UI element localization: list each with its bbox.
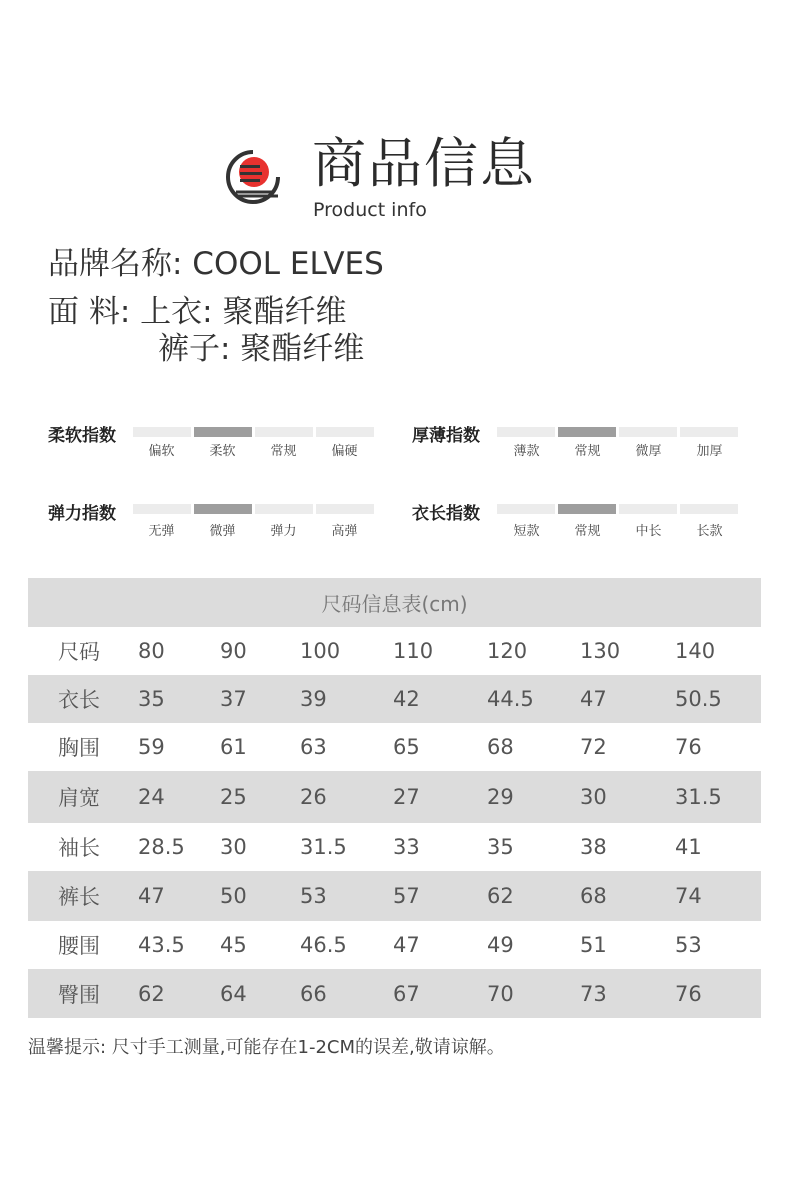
index-segment-selected [558,504,616,514]
table-cell: 90 [220,639,247,663]
table-cell: 76 [675,735,702,759]
table-row-header: 尺码 [58,640,100,664]
table-cell: 120 [487,639,528,663]
table-cell: 74 [675,884,702,908]
index-options-length [496,520,740,539]
table-row [28,627,761,675]
table-cell: 37 [220,687,247,711]
table-cell: 70 [487,981,514,1006]
table-cell: 59 [138,735,165,759]
table-cell: 47 [580,687,607,711]
table-cell: 62 [138,981,165,1006]
table-cell: 62 [487,884,514,908]
fabric-line-2: 裤子: 聚酯纤维 [158,331,365,367]
index-segment [255,504,313,514]
table-cell: 31.5 [300,835,347,859]
size-table-body [28,627,761,1018]
size-table [28,578,761,1018]
table-row [28,675,761,723]
table-cell: 43.5 [138,933,185,957]
index-option: 偏软 [148,444,175,459]
table-cell: 47 [138,884,165,908]
index-segment [680,427,738,437]
table-row [28,969,761,1018]
table-row [28,771,761,823]
table-cell: 47 [393,933,420,957]
index-bar-length [497,504,741,514]
table-row-header: 腰围 [58,934,100,958]
index-label-softness: 柔软指数 [48,426,116,446]
table-row-header: 胸围 [58,736,100,760]
table-cell: 29 [487,785,514,809]
table-cell: 30 [580,785,607,809]
table-cell: 73 [580,981,607,1006]
size-table-title: 尺码信息表(cm) [28,578,761,627]
table-row [28,723,761,771]
index-option: 弹力 [270,524,297,539]
index-bar-thickness [497,427,741,437]
brand-line: 品牌名称: COOL ELVES [48,246,384,282]
table-cell: 72 [580,735,607,759]
index-segment [497,427,555,437]
index-segment-selected [194,427,252,437]
index-option: 微厚 [635,444,662,459]
table-cell: 50 [220,884,247,908]
table-row-header: 肩宽 [58,786,100,810]
index-segment [497,504,555,514]
table-cell: 66 [300,981,327,1006]
table-cell: 61 [220,735,247,759]
table-cell: 57 [393,884,420,908]
table-cell: 64 [220,981,247,1006]
table-cell: 44.5 [487,687,534,711]
measurement-tip: 温馨提示: 尺寸手工测量,可能存在1-2CM的误差,敬请谅解。 [28,1037,505,1058]
table-row-header: 袖长 [58,836,100,860]
table-row [28,871,761,921]
index-segment [133,504,191,514]
table-cell: 140 [675,639,716,663]
table-cell: 26 [300,785,327,809]
index-segment-selected [558,427,616,437]
index-bar-softness [133,427,377,437]
table-cell: 41 [675,835,702,859]
index-option: 高弹 [331,524,358,539]
table-cell: 39 [300,687,327,711]
info-document-icon [222,146,284,208]
table-cell: 100 [300,639,341,663]
index-option: 加厚 [696,444,723,459]
fabric-line: 面 料: 上衣: 聚酯纤维 [48,294,347,330]
table-cell: 35 [138,687,165,711]
table-cell: 31.5 [675,785,722,809]
index-segment-selected [194,504,252,514]
table-cell: 68 [487,735,514,759]
table-row [28,823,761,871]
table-cell: 49 [487,933,514,957]
table-cell: 30 [220,835,247,859]
index-option: 长款 [696,524,723,539]
index-option: 短款 [513,524,540,539]
index-option: 薄款 [513,444,540,459]
table-cell: 45 [220,933,247,957]
table-row-header: 裤长 [58,885,100,909]
index-option: 偏硬 [331,444,358,459]
table-cell: 38 [580,835,607,859]
table-cell: 51 [580,933,607,957]
table-cell: 53 [675,933,702,957]
index-option: 无弹 [148,524,175,539]
table-cell: 50.5 [675,687,722,711]
index-option: 常规 [574,444,601,459]
table-row-header: 衣长 [58,688,100,712]
table-cell: 27 [393,785,420,809]
index-label-elasticity: 弹力指数 [48,504,116,524]
table-row [28,921,761,969]
table-cell: 110 [393,639,434,663]
index-option: 常规 [270,444,297,459]
index-options-thickness [496,440,740,459]
index-bar-elasticity [133,504,377,514]
table-row-header: 臀围 [58,982,100,1007]
index-option: 常规 [574,524,601,539]
table-cell: 42 [393,687,420,711]
index-options-softness [131,440,375,459]
index-option: 中长 [635,524,662,539]
table-cell: 46.5 [300,933,347,957]
index-segment [619,504,677,514]
table-cell: 76 [675,981,702,1006]
index-segment [619,427,677,437]
index-segment [680,504,738,514]
table-cell: 28.5 [138,835,185,859]
table-cell: 24 [138,785,165,809]
page-subtitle: Product info [313,199,427,221]
table-cell: 33 [393,835,420,859]
index-options-elasticity [131,520,375,539]
index-segment [255,427,313,437]
index-segment [133,427,191,437]
table-cell: 68 [580,884,607,908]
index-segment [316,427,374,437]
table-cell: 63 [300,735,327,759]
table-cell: 35 [487,835,514,859]
index-segment [316,504,374,514]
table-cell: 65 [393,735,420,759]
table-cell: 25 [220,785,247,809]
index-option: 柔软 [209,444,236,459]
index-label-thickness: 厚薄指数 [412,426,480,446]
index-option: 微弹 [209,524,236,539]
table-cell: 53 [300,884,327,908]
page-title: 商品信息 [312,132,536,195]
index-label-length: 衣长指数 [412,504,480,524]
table-cell: 67 [393,981,420,1006]
table-cell: 80 [138,639,165,663]
table-cell: 130 [580,639,621,663]
